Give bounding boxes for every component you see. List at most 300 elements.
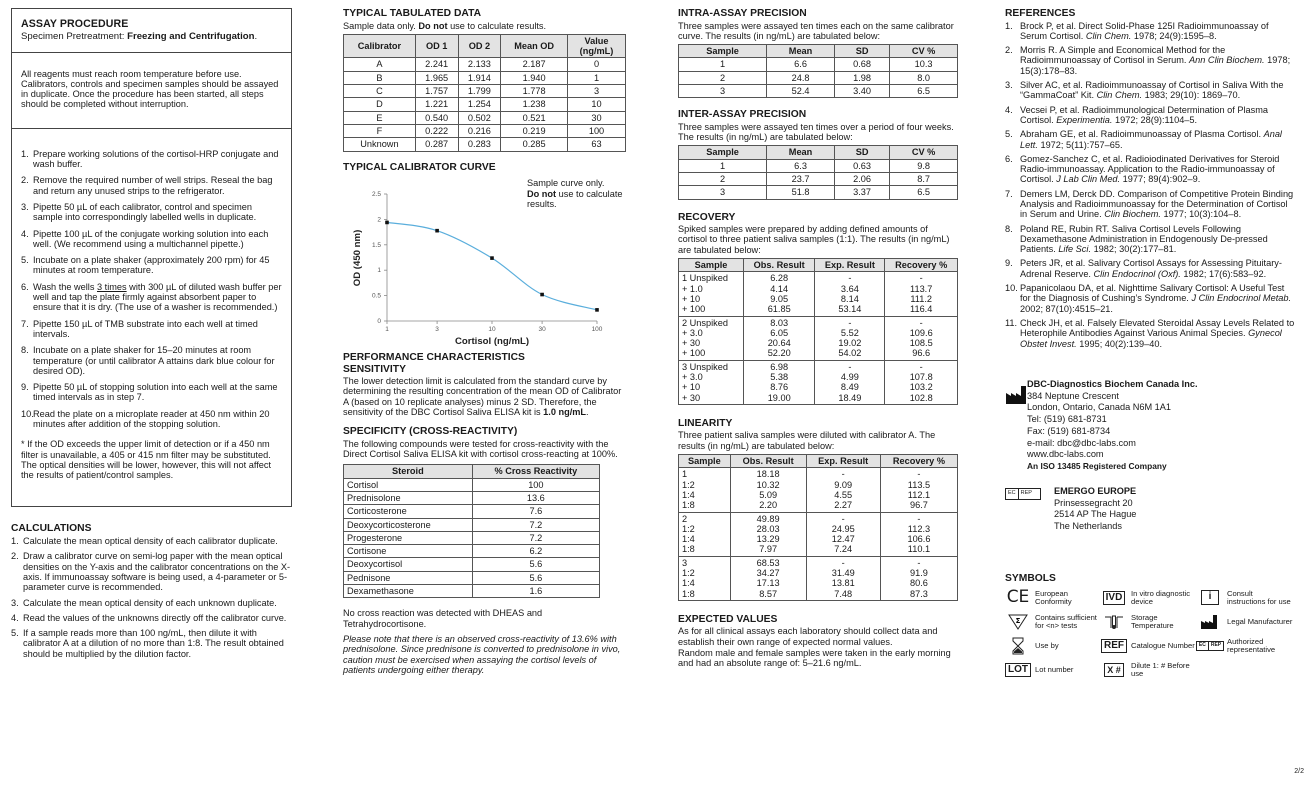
table-cell: Unknown [344,138,416,151]
reference-citation: 1972; 5(11):757–65. [1040,139,1123,150]
table-cell: Cortisol [344,478,473,491]
cell-line: 6.05 [770,327,789,338]
symbol-entry [1101,637,1197,655]
symbol-label: Dilute 1: # Before use [1131,660,1190,678]
table-row [344,558,600,571]
symbol-label: Consult instructions for use [1227,588,1291,606]
cell-line: 18.18 [756,469,780,480]
table-cell [730,512,806,556]
table-cell: 3 [679,85,767,98]
cell-line: 3 [682,557,688,568]
symbol-label: Contains sufficient for <n> tests [1035,612,1097,630]
step-item [21,319,282,340]
table-cell: 0.502 [458,111,501,124]
symbol-code: IVD [1103,591,1126,605]
step-text: Remove the required number of well strips. Reseal the bag and return any unused strips to the refrigerator. [33,175,273,196]
table-row [344,124,626,137]
table-cell: 7.2 [472,518,599,531]
symbol-label: Catalogue Number [1131,640,1195,650]
linearity-table [678,454,958,601]
cell-line: 110.1 [907,544,931,555]
cell-line: 111.2 [910,293,933,304]
catalogue-number-icon [1101,637,1127,655]
table-cell [806,512,880,556]
data-point [595,308,599,312]
cell-line: 3.64 [840,283,859,294]
cell-line: 8.76 [770,382,789,393]
ce-mark-icon: CE [1006,586,1030,607]
table-cell: Pednisone [344,571,473,584]
reference-journal: Clin Endocrinol (Oxf). [1093,268,1181,279]
table-cell: Deoxycorticosterone [344,518,473,531]
tests-count-icon [1005,613,1031,631]
reference-item [1005,80,1295,101]
step-number: 3. [21,201,29,212]
cell-line: 13.81 [831,578,855,589]
table-cell [730,556,806,600]
step-text: Pipette 150 µL of TMB substrate into each well at timed intervals. [33,318,258,339]
table-cell: C [344,85,416,98]
table-header: Exp. Result [815,259,885,272]
step-item [21,345,282,376]
table-header: Obs. Result [730,455,806,468]
table-cell: 0 [568,58,626,71]
table-cell: Prednisolone [344,492,473,505]
cell-line: 1:8 [682,500,695,511]
inter-assay-text: Three samples were assayed ten times over a period of four weeks. The results (in ng/mL) are tabulated below: [678,121,954,143]
table-cell: 6.2 [472,545,599,558]
table-cell: 1.757 [415,85,458,98]
address-line: www.dbc-labs.com [1027,449,1104,460]
cell-line: 1:8 [682,588,695,599]
x-tick-label: 100 [591,326,603,334]
y-axis-title: OD (450 nm) [352,229,363,287]
step-text: Pipette 50 µL of stopping solution into each well at the same timed intervals as in step 7. [33,382,278,403]
cell-line: 20.64 [767,338,791,349]
table-row [679,71,958,84]
table-cell: 2.187 [501,58,568,71]
inter-assay-title: INTER-ASSAY PRECISION [678,109,807,121]
cell-line: 87.3 [910,588,928,599]
address-line: Prinsessegracht 20 [1054,497,1133,508]
table-cell [679,360,744,404]
table-cell: 1.6 [472,585,599,598]
table-cell: 6.6 [767,58,835,71]
table-cell: Progesterone [344,531,473,544]
cell-line: 1:4 [682,578,695,589]
step-text: Read the plate on a microplate reader at 450 nm within 20 minutes after addition of the stopping solution. [33,408,270,430]
cell-line: + 10 [682,293,701,304]
cell-line: 9.05 [770,293,789,304]
table-header: Sample [679,455,731,468]
cell-line: 107.8 [909,372,933,383]
table-cell [679,468,731,512]
reference-citation: 1982; 30(2):177–81. [1093,244,1177,255]
reference-item [1005,224,1295,255]
table-cell: 63 [568,138,626,151]
table-cell [885,272,958,316]
cell-line: 6.98 [770,361,789,372]
reference-number: 1. [1005,20,1013,31]
table-header: Exp. Result [806,455,880,468]
reference-citation: 1977; 10(3):104–8. [1163,209,1242,220]
reference-item [1005,189,1295,220]
table-row [679,186,958,199]
step-text: Calculate the mean optical density of each unknown duplicate. [23,597,277,608]
table-row [679,58,958,71]
table-cell: 100 [472,478,599,491]
cell-line: 3 Unspiked [682,361,728,372]
table-header: Recovery % [885,259,958,272]
table-cell: 7.2 [472,531,599,544]
y-tick-label: 0.5 [371,292,381,300]
table-cell: 1.221 [415,98,458,111]
cell-line: + 10 [682,382,701,393]
table-cell [679,316,744,360]
step-item [21,202,282,223]
step-item [11,613,292,623]
reference-journal: Clin Chem. [1085,30,1132,41]
cell-line: 1:2 [682,523,695,534]
reference-number: 2. [1005,45,1013,56]
step-text: Read the values of the unknowns directly off the calibrator curve. [23,612,287,623]
curve-line [387,222,597,310]
table-cell: 0.283 [458,138,501,151]
symbols-legend [1005,586,1295,679]
step-number: 1. [21,148,29,159]
manufacturer-icon [1197,613,1223,631]
specificity-text: The following compounds were tested for cross-reactivity with the Direct Cortisol Saliva ELISA kit with cortisol cross-reacting at 100%. [343,438,618,460]
reference-number: 5. [1005,129,1013,140]
cell-line: 1:2 [682,568,695,578]
table-header: Mean [767,146,835,159]
y-tick-label: 2 [377,216,381,224]
references-title: REFERENCES [1005,8,1076,19]
cell-line: + 100 [682,348,706,359]
reference-item [1005,21,1295,42]
table-row-group [679,556,958,600]
cell-line: 2.27 [834,500,853,511]
cell-line: 4.99 [840,372,859,383]
cross-reactivity-table [343,464,600,598]
cell-line: 68.53 [756,557,780,568]
step-number: 4. [21,228,29,239]
table-cell: B [344,71,416,84]
cell-line: 4.14 [770,283,789,294]
table-cell: 1 [679,58,767,71]
table-cell: 0.219 [501,124,568,137]
reference-item [1005,129,1295,150]
tabulated-data-table [343,34,626,152]
cell-line: + 100 [682,304,706,315]
cell-line: 10.32 [756,479,780,490]
table-cell: 1.254 [458,98,501,111]
cell-line: + 30 [682,338,701,349]
table-cell: Corticosterone [344,505,473,518]
table-row [679,85,958,98]
reference-journal: Ann Clin Biochem. [1189,55,1265,66]
table-header: Value (ng/mL) [568,34,626,58]
table-row [679,173,958,186]
cell-line: 2 Unspiked [682,317,728,328]
address-line: 384 Neptune Crescent [1027,390,1119,401]
table-row [344,518,600,531]
step-number: 9. [21,382,29,393]
cell-line: 80.6 [910,578,928,589]
calculation-steps [11,536,292,659]
cell-line: 108.5 [909,338,933,349]
calibrator-curve-title: TYPICAL CALIBRATOR CURVE [343,161,496,173]
cell-line: 9.09 [834,479,853,490]
step-item [11,598,292,608]
table-row [344,531,600,544]
table-row [344,85,626,98]
eu-rep-name: EMERGO EUROPE [1054,485,1137,496]
cell-line: 116.4 [910,304,933,315]
table-cell [815,272,885,316]
cell-line: - [917,469,921,480]
reference-citation: 1977; 89(4):902–9. [1122,174,1201,185]
step-text-underlined: 3 times [97,281,127,292]
factory-icon [1005,385,1029,405]
table-header: OD 2 [458,34,501,58]
table-row [344,478,600,491]
table-cell: 8.0 [890,71,958,84]
cell-line: 1 [682,469,688,480]
table-header: Mean [767,45,835,58]
table-row [344,585,600,598]
cell-line: - [848,361,852,372]
reference-text: Peters JR, et al. Salivary Cortisol Assays for Assessing Pituitary-Adrenal Reserve. [1020,258,1282,279]
table-cell: 9.8 [890,159,958,172]
step-text: Pipette 50 µL of each calibrator, control and specimen sample into correspondingly labelled wells in duplicate. [33,201,257,223]
table-cell [679,556,731,600]
table-cell: Deoxycortisol [344,558,473,571]
cell-line: 5.52 [840,327,859,338]
symbol-label: Authorized representative [1227,636,1276,654]
step-text: Prepare working solutions of the cortisol-HRP conjugate and wash buffer. [33,148,279,170]
manufacturer-lines [1027,391,1198,462]
cell-line: 18.49 [838,392,862,403]
step-number: 6. [21,281,29,292]
table-cell [815,316,885,360]
step-number: 4. [11,612,19,623]
table-cell [679,272,744,316]
symbol-code: EC REP [1196,641,1224,651]
step-number: 10. [21,408,34,419]
reference-citation: 1982; 17(6):583–92. [1183,268,1267,279]
cell-line: 5.09 [759,489,778,500]
table-header: Sample [679,45,767,58]
symbol-label: In vitro diagnostic device [1131,588,1191,606]
table-row [344,545,600,558]
reference-number: 9. [1005,258,1013,269]
table-row [344,71,626,84]
table-row-group [679,316,958,360]
table-cell [885,360,958,404]
step-text: Calculate the mean optical density of each calibrator duplicate. [23,536,278,547]
step-number: 5. [21,255,29,266]
cell-line: 1:2 [682,479,695,490]
table-row-group [679,468,958,512]
intro-section [12,53,291,129]
table-cell: 6.3 [767,159,835,172]
symbol-label: Legal Manufacturer [1227,616,1293,626]
eu-representative-block [1005,486,1295,533]
step-item [21,409,282,430]
intra-assay-table [678,44,958,98]
reference-citation: 1972; 28(9):1104–5. [1115,114,1198,125]
specificity-title: SPECIFICITY (CROSS-REACTIVITY) [343,426,518,438]
table-cell: F [344,124,416,137]
svg-text:Σ: Σ [1015,616,1021,625]
symbol-entry [1005,661,1101,679]
reference-text: Papanicolaou DA, et al. Nighttime Salivary Cortisol: A Useful Test for the Diagnosis of Cushing’s Syndrome. [1020,283,1285,304]
table-cell: 0.285 [501,138,568,151]
table-row [344,111,626,124]
sensitivity-title: SENSITIVITY [343,363,406,375]
table-cell: 3.40 [834,85,889,98]
table-cell: 1.914 [458,71,501,84]
cell-line: - [919,317,923,328]
table-cell: 2.06 [834,173,889,186]
table-cell: 3 [568,85,626,98]
step-number: 5. [11,628,19,639]
recovery-title: RECOVERY [678,211,736,223]
storage-temperature-icon [1101,613,1127,631]
step-text: If a sample reads more than 100 ng/mL, then dilute it with calibrator A at a dilution of no more than 1:8. The result obtained should be multiplied by the dilution factor. [23,628,284,659]
symbol-code: X # [1104,663,1124,677]
step-item [11,536,292,546]
table-cell: A [344,58,416,71]
reference-text: Gomez-Sanchez C, et al. Radioiodinated Derivatives for Steroid Radio-immunoassay. Application to the Radio-immunoassay of Cortisol. [1020,153,1280,185]
table-cell [880,512,957,556]
table-cell: 8.7 [890,173,958,186]
reference-text: Abraham GE, et al. Radioimmunoassay of Plasma Cortisol. [1020,129,1262,140]
symbol-entry [1005,637,1101,655]
cell-line: - [919,361,923,372]
step-number: 7. [21,318,29,329]
table-header: % Cross Reactivity [472,465,599,478]
table-header: Sample [679,259,744,272]
lot-number-icon [1005,661,1031,679]
reference-item [1005,45,1295,76]
table-cell: E [344,111,416,124]
intra-assay-title: INTRA-ASSAY PRECISION [678,8,807,19]
inter-assay-table [678,145,958,199]
cell-line: + 30 [682,392,701,403]
step-number: 1. [11,536,19,547]
table-header: Sample [679,146,767,159]
cell-line: 2.20 [759,500,778,511]
symbol-entry [1101,589,1197,607]
reference-item [1005,258,1295,279]
table-row [344,138,626,151]
ec-rep-box [1005,486,1047,533]
table-cell: 1.238 [501,98,568,111]
reference-item [1005,318,1295,349]
step-number: 2. [11,551,19,562]
cell-line: 13.29 [756,534,780,545]
reference-journal: Anal Lett. [1020,129,1282,150]
calculations-section [11,523,292,660]
y-tick-label: 0 [377,318,381,326]
reference-text: Silver AC, et al. Radioimmunoassay of Cortisol in Saliva With the “GammaCoat” Kit. [1020,80,1284,101]
intro-text: All reagents must reach room temperature before use. Calibrators, controls and specimen samples should be assayed in duplicate. Once the procedure has been started, all steps should be completed without interruption. [21,68,279,110]
column-data [343,8,626,678]
table-cell: 5.6 [472,571,599,584]
table-cell: 1.799 [458,85,501,98]
step-number: 2. [21,175,29,186]
table-cell: 30 [568,111,626,124]
table-cell [806,468,880,512]
manufacturer-block [1005,379,1295,472]
cell-line: 113.5 [907,479,931,490]
cell-line: 1:4 [682,489,695,500]
y-tick-label: 2.5 [371,191,381,199]
cell-line: - [917,557,921,568]
calculations-title: CALCULATIONS [11,522,92,534]
cell-line: 5.38 [770,372,789,383]
table-cell [880,468,957,512]
reference-item [1005,105,1295,126]
step-item [11,628,292,659]
cross-reaction-note: No cross reaction was detected with DHEAS and Tetrahydrocortisone. [343,608,543,629]
table-header: OD 1 [415,34,458,58]
symbol-entry [1101,661,1197,679]
cell-line: 24.95 [831,523,855,534]
cell-line: 7.24 [834,544,853,555]
symbol-label: European Conformity [1035,588,1072,606]
prednisolone-warning: Please note that there is an observed cross-reactivity of 13.6% with prednisolone. Since prednisone is converted to prednisolone in vivo, caution must be exercised when assaying the cortisol levels of patients undergoing either therapy. [343,633,621,675]
reference-journal: Life Sci. [1058,244,1091,255]
tabulated-data-note: Sample data only. Do not use to calculate results. [343,20,547,31]
cell-line: 112.1 [907,489,931,500]
cell-line: 113.7 [910,283,933,294]
cell-line: + 1.0 [682,283,703,294]
step-item [21,175,282,196]
procedure-box [11,8,292,507]
cell-line: 61.85 [767,304,791,315]
steps-section [12,129,291,506]
table-row [344,58,626,71]
table-cell: 7.6 [472,505,599,518]
cell-line: - [917,513,921,524]
ivd-icon [1101,589,1127,607]
data-point [490,256,494,260]
cell-line: 49.89 [756,513,780,524]
reference-citation: 1995; 40(2):139–40. [1079,338,1163,349]
table-cell [744,360,815,404]
table-header: Calibrator [344,34,416,58]
cell-line: - [848,273,852,284]
table-cell [806,556,880,600]
table-cell: 100 [568,124,626,137]
step-item [11,551,292,592]
symbol-entry [1101,613,1197,631]
cell-line: 19.00 [767,392,791,403]
cell-line: 28.03 [756,523,780,534]
step-text: Wash the wells [33,281,97,292]
table-cell: 1.778 [501,85,568,98]
dilute-icon [1101,661,1127,679]
cell-line: 17.13 [756,578,780,589]
cell-line: 7.48 [834,588,853,599]
table-cell [885,316,958,360]
table-header: SD [834,146,889,159]
symbol-entry [1197,613,1293,631]
table-cell: 2.241 [415,58,458,71]
